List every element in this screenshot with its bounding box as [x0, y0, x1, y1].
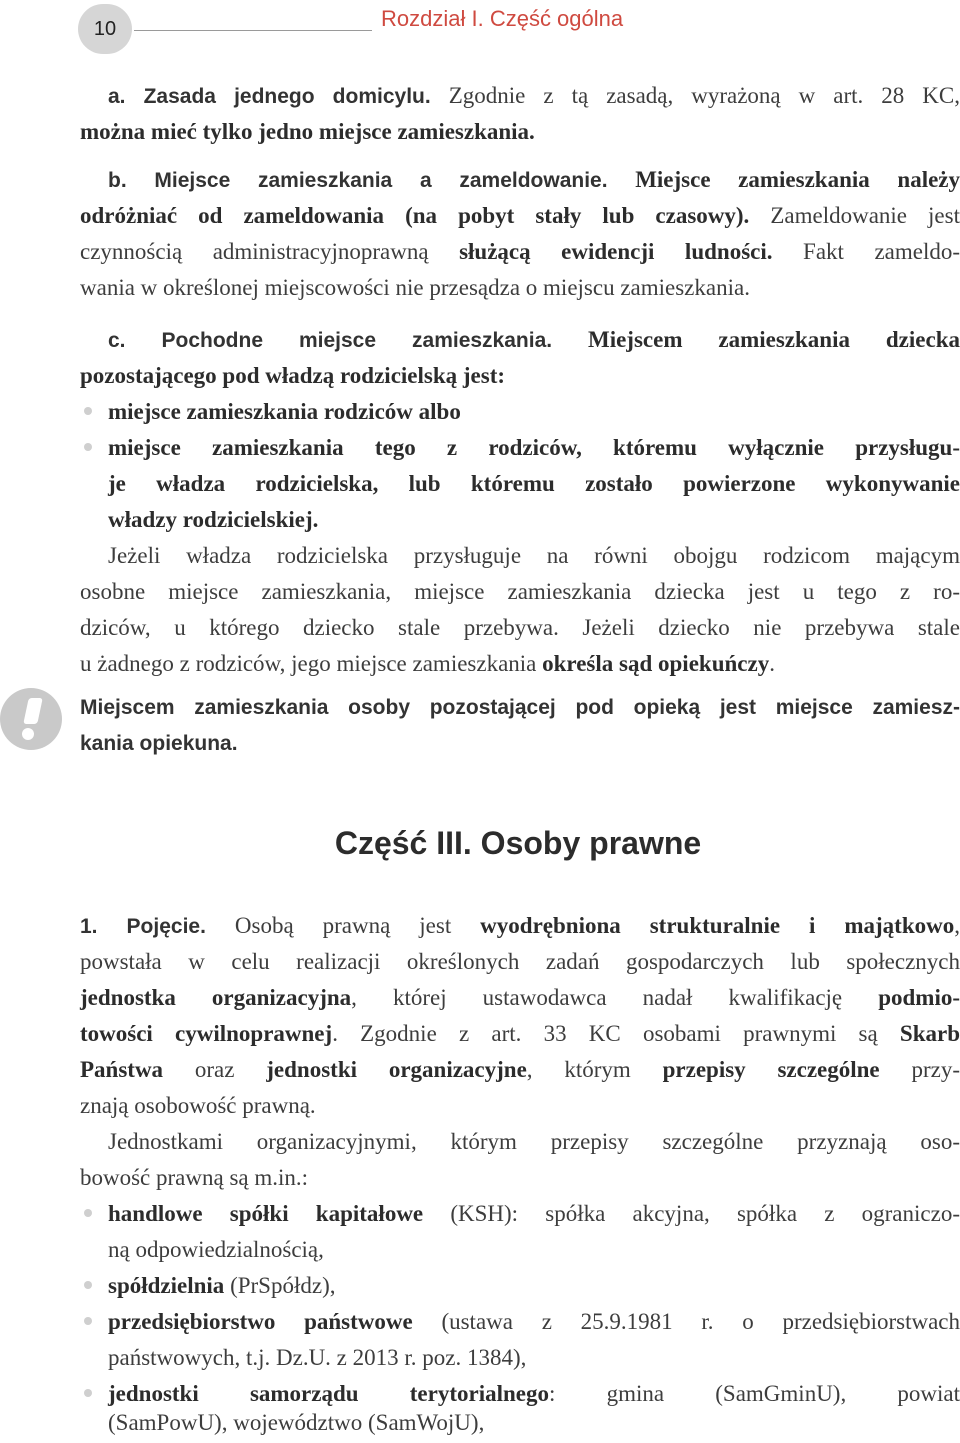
- section-b-bold: służącą ewidencji ludności.: [459, 239, 773, 264]
- section-c-bullet-2-line-3: władzy rodzicielskiej.: [108, 507, 319, 532]
- section-b-line-4: wania w określonej miejscowości nie przesądza o miejscu zamieszkania.: [80, 275, 750, 300]
- section-c-text: u żadnego z rodziców, jego miejsce zamieszkania: [80, 651, 543, 676]
- section-b-text: Miejsce zamieszkania należy: [607, 167, 960, 192]
- section-b-line-1: [108, 162, 960, 199]
- section-1-text: ,: [954, 913, 960, 938]
- section-1-bold: jednostka organizacyjna: [80, 985, 352, 1010]
- section-c-para-line-3: dziców, u którego dziecko stale przebywa. Jeżeli dziecko nie przebywa stale: [80, 615, 960, 640]
- section-1-text: (PrSpółdz),: [224, 1273, 336, 1298]
- part-heading: Część III. Osoby prawne: [334, 825, 702, 861]
- exclamation-icon: [0, 688, 62, 750]
- section-1-text: Osobą prawną jest: [205, 913, 481, 938]
- section-a-line-2: można mieć tylko jedno miejsce zamieszkania.: [80, 119, 535, 144]
- section-1-text: przy-: [879, 1057, 960, 1082]
- section-1-text: (KSH): spółka akcyjna, spółka z ograniczo-: [423, 1201, 960, 1226]
- section-1-bold: przepisy szczególne: [662, 1057, 880, 1082]
- section-1-bullet-4-line-2: (SamPowU), województwo (SamWojU),: [108, 1410, 485, 1435]
- bullet-dot: [84, 443, 92, 451]
- bullet-dot: [84, 407, 92, 415]
- section-b-label: b. Miejsce zamieszkania a zameldowanie.: [108, 169, 608, 192]
- section-1-text: . Zgodnie z art. 33 KC osobami prawnymi są: [332, 1021, 900, 1046]
- section-a-label: a. Zasada jednego domicylu.: [108, 85, 431, 108]
- section-c-bold: określa sąd opiekuńczy: [542, 651, 770, 676]
- section-1-bullet-2: [108, 1268, 335, 1304]
- section-1-para-2-line-2: bowość prawną są m.in.:: [80, 1165, 309, 1190]
- section-c-bullet-2-line-1: miejsce zamieszkania tego z rodziców, któremu wyłącznie przysługu-: [108, 435, 960, 460]
- section-1-bold: handlowe spółki kapitałowe: [108, 1201, 424, 1226]
- section-c-para-line-4: [80, 646, 775, 682]
- section-1-bold: wyodrębniona strukturalnie i majątkowo: [480, 913, 955, 938]
- section-1-bullet-1-line-1: [108, 1196, 960, 1232]
- section-1-label: 1. Pojęcie.: [80, 915, 206, 938]
- section-a-line-1: [108, 78, 960, 115]
- section-1-bold: towości cywilnoprawnej: [80, 1021, 333, 1046]
- page-number: 10: [78, 4, 132, 54]
- section-b-text: Zameldowanie jest: [749, 203, 960, 228]
- section-c-para-line-2: osobne miejsce zamieszkania, miejsce zamieszkania dziecka jest u tego z ro-: [80, 579, 960, 604]
- page-header: [0, 0, 960, 60]
- section-a-text: Zgodnie z tą zasadą, wyrażoną w art. 28 KC,: [430, 83, 960, 108]
- bullet-dot: [84, 1389, 92, 1397]
- section-1-bold: podmio-: [878, 985, 960, 1010]
- section-1-bold: przedsiębiorstwo państwowe: [108, 1309, 413, 1334]
- section-c-line-1: [108, 322, 960, 359]
- section-1-line-1: [80, 908, 960, 945]
- note-line-2: kania opiekuna.: [80, 732, 238, 755]
- section-1-line-3: [80, 980, 960, 1016]
- section-1-bold: jednostki samorządu terytorialnego: [108, 1381, 549, 1406]
- section-1-line-5: [80, 1052, 960, 1088]
- section-c-bullet-1: miejsce zamieszkania rodziców albo: [108, 399, 461, 424]
- section-1-text: , którym: [526, 1057, 663, 1082]
- section-b-line-3: [80, 234, 960, 270]
- bullet-dot: [84, 1281, 92, 1289]
- section-b-text: Fakt zameldo-: [772, 239, 960, 264]
- section-1-bullet-1-line-2: ną odpowiedzialnością,: [108, 1237, 324, 1262]
- section-c-label: c. Pochodne miejsce zamieszkania.: [108, 329, 553, 352]
- section-1-text: , której ustawodawca nadał kwalifikację: [351, 985, 879, 1010]
- section-1-bold: spółdzielnia: [108, 1273, 225, 1298]
- bullet-dot: [84, 1317, 92, 1325]
- section-1-bold: Państwa: [80, 1057, 164, 1082]
- note-line-1: Miejscem zamieszkania osoby pozostającej pod opieką jest miejsce zamiesz-: [80, 696, 960, 719]
- section-1-bullet-3-line-1: [108, 1304, 960, 1340]
- section-1-line-4: [80, 1016, 960, 1052]
- section-1-text: : gmina (SamGminU), powiat: [548, 1381, 960, 1406]
- section-b-bold: odróżniać od zameldowania (na pobyt stały lub czasowy).: [80, 203, 750, 228]
- section-c-text: Miejscem zamieszkania dziecka: [552, 327, 960, 352]
- section-c-bullet-2-line-2: je władza rodzicielska, lub któremu zostało powierzone wykonywanie: [108, 471, 960, 496]
- section-c-text: .: [769, 651, 775, 676]
- section-1-bullet-3-line-2: państwowych, t.j. Dz.U. z 2013 r. poz. 1384),: [108, 1345, 527, 1370]
- section-1-bold: jednostki organizacyjne: [266, 1057, 527, 1082]
- chapter-title: Rozdział I. Część ogólna: [381, 6, 624, 31]
- bullet-dot: [84, 1209, 92, 1217]
- section-1-line-2: powstała w celu realizacji określonych zadań gospodarczych lub społecznych: [80, 949, 960, 974]
- exclamation-icon-bar: [23, 698, 43, 724]
- header-divider: [134, 30, 372, 31]
- section-c-para-line-1: Jeżeli władza rodzicielska przysługuje na równi obojgu rodzicom mającym: [108, 543, 960, 568]
- section-1-line-6: znają osobowość prawną.: [80, 1093, 316, 1118]
- section-1-bold: Skarb: [899, 1021, 960, 1046]
- section-1-text: oraz: [163, 1057, 267, 1082]
- section-1-text: (ustawa z 25.9.1981 r. o przedsiębiorstwach: [412, 1309, 960, 1334]
- section-c-line-2: pozostającego pod władzą rodzicielską jest:: [80, 363, 506, 388]
- section-1-para-2-line-1: Jednostkami organizacyjnymi, którym przepisy szczególne przyznają oso-: [108, 1129, 960, 1154]
- section-b-line-2: [80, 198, 960, 234]
- exclamation-icon-dot: [22, 728, 34, 740]
- section-b-text: czynnością administracyjnoprawną: [80, 239, 460, 264]
